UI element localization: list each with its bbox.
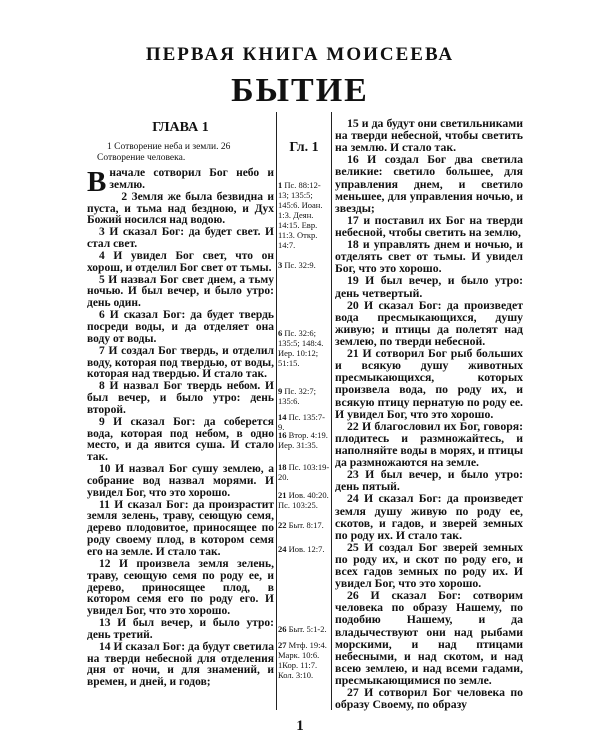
verse-text: И произвела земля зелень, траву, сеющую семя по роду ее, и дерево, приносящее плод, в котором семя его по роду его. И увидел Бог, что это хорошо. xyxy=(87,557,275,618)
verse-number: 7 xyxy=(99,344,105,357)
verse xyxy=(87,166,274,198)
column-divider xyxy=(331,112,332,710)
verse xyxy=(87,464,274,500)
reference-verse-number: 22 xyxy=(278,520,287,530)
verse-number: 4 xyxy=(99,249,105,262)
verse-number: 6 xyxy=(99,309,105,322)
verse-number: 12 xyxy=(99,557,111,570)
cross-reference xyxy=(278,640,330,680)
verse-list xyxy=(335,118,523,711)
verse-text: И сказал Бог: да произведет земля душу живую по роду ее, скотов, и гадов, и зверей земных по роду их. И стало так. xyxy=(335,492,523,542)
verse-number: 15 xyxy=(347,117,359,130)
verse-number: 3 xyxy=(99,226,105,239)
verse-number: 18 xyxy=(347,238,359,252)
verse-number: 8 xyxy=(99,380,105,393)
cross-reference xyxy=(278,520,330,530)
verse-number: 9 xyxy=(99,415,105,428)
verse xyxy=(335,239,523,275)
reference-text: Быт. 5:1-2. xyxy=(286,624,327,634)
verse-text: И сказал Бог: да произведет вода пресмыкающихся, душу живую; и птицы да полетят над землею, по тверди небесной. xyxy=(335,298,523,348)
reference-verse-number: 14 xyxy=(278,412,287,422)
verse xyxy=(335,687,523,711)
verse xyxy=(335,542,523,590)
reference-verse-number: 21 xyxy=(278,490,287,500)
reference-verse-number: 27 xyxy=(278,640,287,650)
verse xyxy=(87,275,274,311)
verse xyxy=(335,469,523,493)
verse-text: И сказал Бог: да будет свет. И стал свет. xyxy=(87,226,274,251)
verse-number: 17 xyxy=(347,213,359,227)
verse-number: 13 xyxy=(99,617,111,630)
verse-text: И создал Бог твердь, и отделил воду, которая под твердью, от воды, которая над твердью. И стало так. xyxy=(87,344,274,381)
cross-reference xyxy=(278,544,330,554)
cross-reference xyxy=(278,624,330,634)
verse-number: 5 xyxy=(99,273,105,286)
cross-reference xyxy=(278,386,330,406)
reference-text: Иов. 12:7. xyxy=(286,544,325,554)
verse xyxy=(87,346,274,382)
verse-number: 21 xyxy=(347,347,359,361)
verse-text: и да будут они светильниками на тверди небесной, чтобы светить на землю. И стало так. xyxy=(335,117,524,155)
verse-text: И увидел Бог свет, что он хорош, и отделил Бог свет от тьмы. xyxy=(87,249,275,274)
verse-number: 24 xyxy=(347,492,359,506)
verse-text: И благословил их Бог, говоря: плодитесь и размножайтесь, и наполняйте воды в морях, и птицы да размножаются на земле. xyxy=(335,419,523,470)
margin-references-column xyxy=(278,118,330,680)
verse-text: Земля же была безвидна и пуста, и тьма над бездною, и Дух Божий носился над водою. xyxy=(87,190,274,227)
verse-number: 16 xyxy=(347,153,359,167)
chapter-title: ГЛАВА 1 xyxy=(152,120,209,135)
verse-text: И сказал Бог: да будут светила на тверди небесной для отделения дня от ночи, и для знамений, и времен, и дней, и годов; xyxy=(87,640,274,689)
verse-text: И был вечер, и было утро: день пятый. xyxy=(335,468,524,494)
verse-text: И назвал Бог твердь небом. И был вечер, и было утро: день второй. xyxy=(87,380,274,416)
verse-text: И сказал Бог: да соберется вода, которая под небом, в одно место, и да явится суша. И стало так. xyxy=(87,415,274,464)
verse-number: 23 xyxy=(347,468,359,482)
verse xyxy=(335,493,523,541)
verse-number: 10 xyxy=(99,463,111,476)
verse-text: И назвал Бог сушу землею, а собрание вод назвал морями. И увидел Бог, что это хорошо. xyxy=(87,463,274,499)
reference-verse-number: 9 xyxy=(278,386,283,396)
reference-text: Мтф. 19:4. Марк. 10:6. 1Кор. 11:7. Кол. 3:10. xyxy=(278,640,327,680)
verse-list xyxy=(87,168,274,689)
verse-number: 19 xyxy=(347,274,359,288)
verse-text: И сказал Бог: да произрастит земля зелень, траву, сеющую семя, дерево плодовитое, приносящее по роду своему плод, в котором семя его на земле. И стало так. xyxy=(87,498,274,558)
verse xyxy=(87,251,274,275)
column-divider xyxy=(276,112,277,710)
verse xyxy=(87,381,274,417)
right-text-column xyxy=(335,118,523,711)
verse-text: начале сотворил Бог небо и землю. xyxy=(109,167,274,191)
reference-text: Пс. 32:6; 135:5; 148:4. Иер. 10:12; 51:15. xyxy=(278,328,324,368)
verse-text: И сказал Бог: сотворим человека по образу Нашему, по подобию Нашему, и да владычествуют они над рыбами морскими, и над птицами небесными, и над скотом, и над всею землею, и над всеми гадами, пресмыкающимися по земле. xyxy=(335,589,524,688)
verse-text: И сотворил Бог человека по образу Своему, по образу xyxy=(335,686,523,712)
reference-verse-number: 6 xyxy=(278,328,283,338)
verse xyxy=(335,590,523,687)
reference-text: Пс. 135:7-9. xyxy=(278,412,325,432)
verse xyxy=(87,618,274,642)
reference-verse-number: 3 xyxy=(278,260,283,270)
verse-number: 22 xyxy=(347,419,359,433)
verse-text: И сотворил Бог рыб больших и всякую душу животных пресмыкающихся, которых произвела вода, по роду их, и всякую птицу пернатую по роду ее. И увидел Бог, что это хорошо. xyxy=(335,347,523,421)
drop-cap: В xyxy=(87,166,107,198)
verse-number: 2 xyxy=(121,190,128,203)
chapter-summary: 1 Сотворение неба и земли. 26 Сотворение человека. xyxy=(97,142,231,163)
verse xyxy=(87,310,274,346)
book-title: ПЕРВАЯ КНИГА МОИСЕЕВА xyxy=(145,44,455,65)
reference-text: Пс. 103:19-20. xyxy=(278,462,330,482)
reference-verse-number: 18 xyxy=(278,462,287,472)
verse xyxy=(87,417,274,464)
verse-text: И сказал Бог: да будет твердь посреди воды, и да отделяет она воду от воды. xyxy=(87,309,274,345)
cross-reference xyxy=(278,260,330,270)
reference-verse-number: 1 xyxy=(278,180,283,190)
verse xyxy=(335,421,523,469)
verse xyxy=(87,192,274,228)
verse xyxy=(335,300,523,348)
verse-text: И создал Бог два светила великие: светило большее, для управления днем, и светило меньшее, для управления ночью, и звезды; xyxy=(335,153,524,215)
book-name: БЫТИЕ xyxy=(231,72,369,109)
margin-chapter-label: Гл. 1 xyxy=(289,140,319,155)
verse-text: И назвал Бог свет днем, а тьму ночью. И был вечер, и было утро: день один. xyxy=(87,273,274,310)
reference-text: Пс. 88:12-13; 135:5; 145:6. Иоан. 1:3. Деян. 14:15. Евр. 11:3. Откр. 14:7. xyxy=(278,180,323,250)
cross-reference xyxy=(278,490,330,510)
verse-number: 20 xyxy=(347,298,359,312)
verse-text: И был вечер, и было утро: день третий. xyxy=(87,617,274,641)
verse xyxy=(87,500,274,559)
cross-reference xyxy=(278,462,330,482)
reference-text: Иов. 40:20. Пс. 103:25. xyxy=(278,490,329,510)
cross-reference xyxy=(278,180,330,250)
reference-verse-number: 16 xyxy=(278,430,287,440)
reference-text: Пс. 32:7; 135:6. xyxy=(278,386,317,406)
verse xyxy=(335,348,523,421)
verse-number: 25 xyxy=(347,540,359,554)
cross-reference xyxy=(278,430,330,450)
reference-text: Быт. 8:17. xyxy=(286,520,324,530)
reference-verse-number: 24 xyxy=(278,544,287,554)
page-number: 1 xyxy=(296,718,304,734)
verse-number: 14 xyxy=(99,640,111,653)
verse xyxy=(87,559,274,618)
cross-reference xyxy=(278,412,330,432)
verse-number: 27 xyxy=(347,686,359,700)
reference-text: Пс. 32:9. xyxy=(282,260,316,270)
reference-text: Втор. 4:19. Иер. 31:35. xyxy=(278,430,328,450)
verse-text: И создал Бог зверей земных по роду их, и скот по роду его, и всех гадов земных по роду их. И увидел Бог, что это хорошо. xyxy=(335,540,524,591)
verse-number: 26 xyxy=(347,589,359,603)
verse xyxy=(87,642,274,689)
verse xyxy=(335,154,523,215)
cross-reference xyxy=(278,328,330,368)
verse-text: И был вечер, и было утро: день четвертый. xyxy=(335,274,524,300)
verse xyxy=(335,215,523,239)
verse xyxy=(335,275,523,299)
verse-text: и поставил их Бог на тверди небесной, чтобы светить на землю, xyxy=(335,213,524,239)
verse xyxy=(335,118,523,154)
verse xyxy=(87,227,274,251)
verse-number: 11 xyxy=(99,498,110,511)
verse-text: и управлять днем и ночью, и отделять свет от тьмы. И увидел Бог, что это хорошо. xyxy=(335,238,523,276)
reference-verse-number: 26 xyxy=(278,624,287,634)
left-text-column xyxy=(87,118,274,689)
